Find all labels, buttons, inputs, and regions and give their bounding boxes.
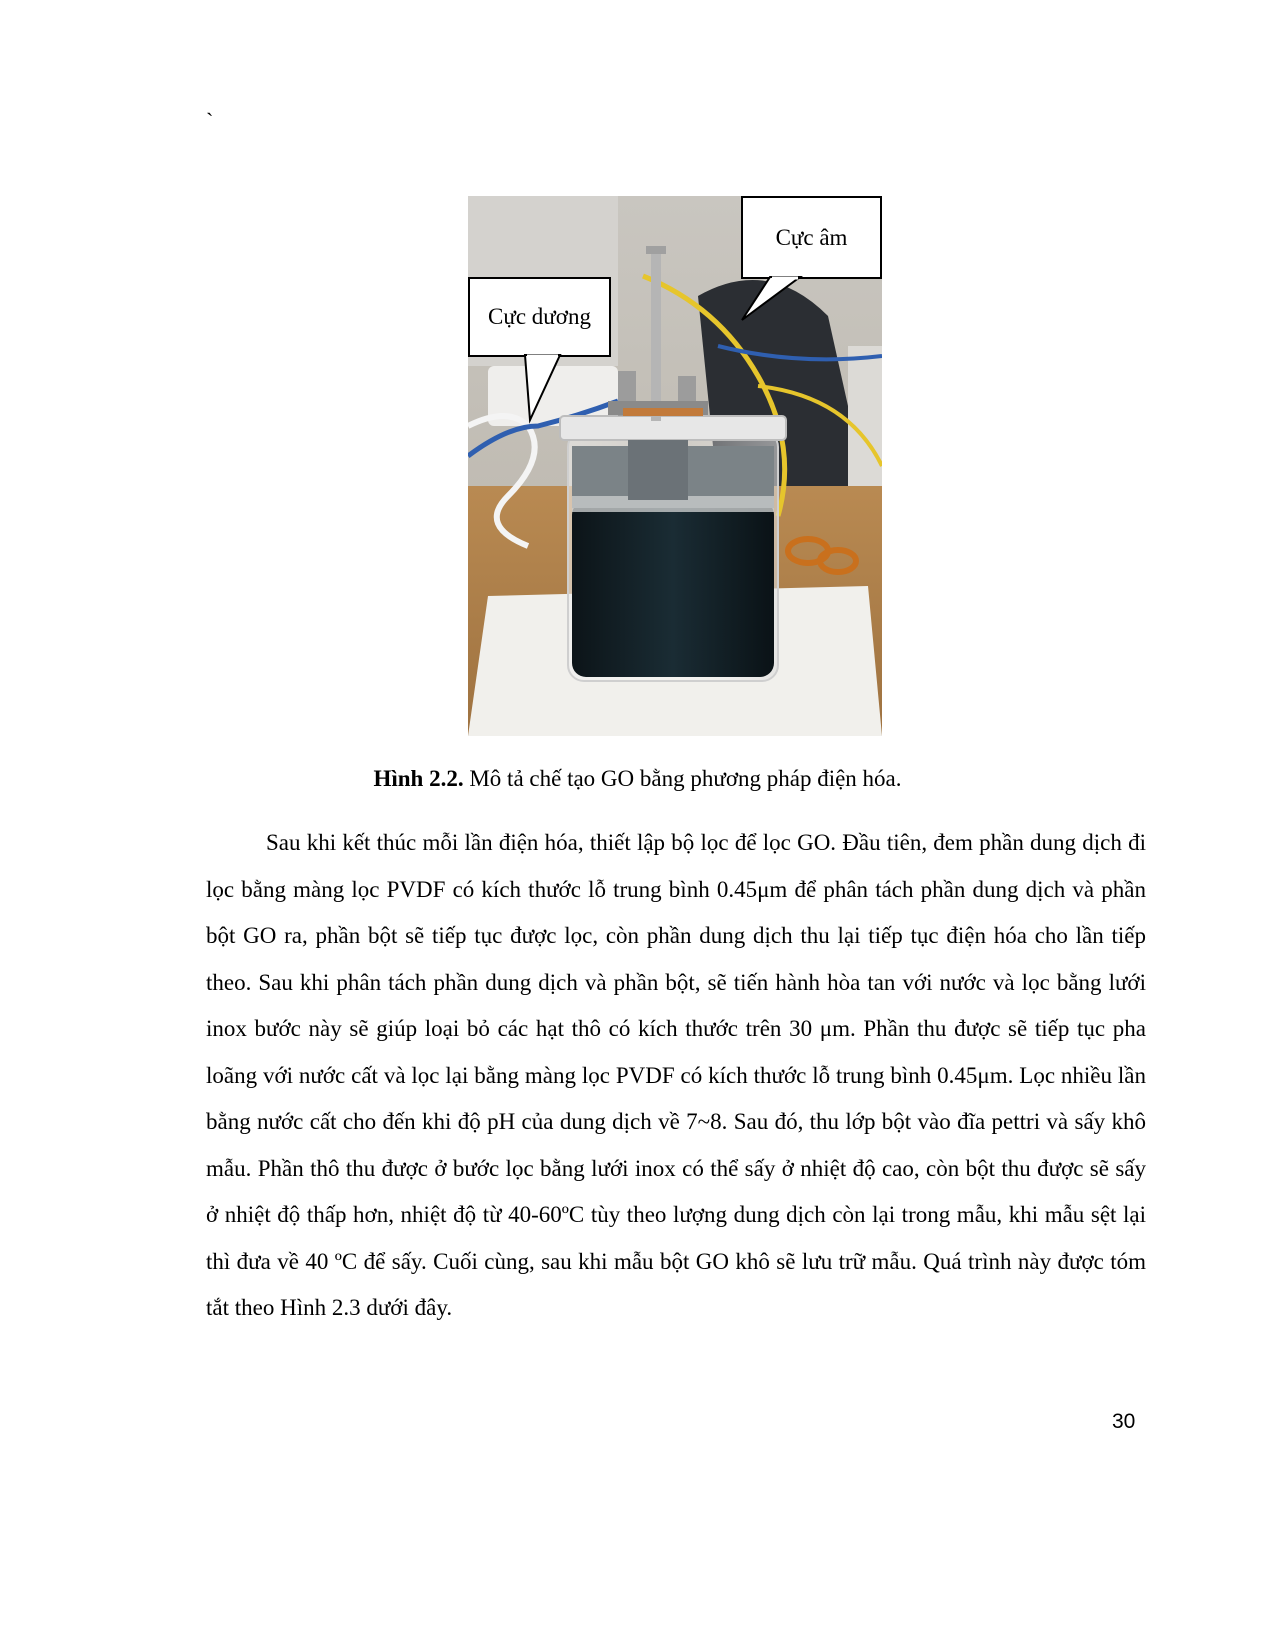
callout-negative-label: Cực âm (775, 224, 848, 250)
liquid-dark (572, 501, 774, 677)
caption-text: Mô tả chế tạo GO bằng phương pháp điện hóa. (463, 766, 902, 791)
body-paragraph: Sau khi kết thúc mỗi lần điện hóa, thiết lập bộ lọc để lọc GO. Đầu tiên, đem phần dung dịch đi lọc bằng màng lọc PVDF có kích thước lỗ trung bình 0.45μm để phân tách phần dung dịch và phần bột GO ra, phần bột sẽ tiếp tục được lọc, còn phần dung dịch thu lại tiếp tục điện hóa cho lần tiếp theo. Sau khi phân tách phần dung dịch và phần bột, sẽ tiến hành hòa tan với nước và lọc bằng lưới inox bước này sẽ giúp loại bỏ các hạt thô có kích thước trên 30 μm. Phần thu được sẽ tiếp tục pha loãng với nước cất và lọc lại bằng màng lọc PVDF có kích thước lỗ trung bình 0.45μm. Lọc nhiều lần bằng nước cất cho đến khi độ pH của dung dịch về 7~8. Sau đó, thu lớp bột vào đĩa pettri và sấy khô mẫu. Phần thô thu được ở bước lọc bằng lưới inox có thể sấy ở nhiệt độ cao, còn bột thu được sẽ sấy ở nhiệt độ thấp hơn, nhiệt độ từ 40-60ºC tùy theo lượng dung dịch còn lại trong mẫu, khi mẫu sệt lại thì đưa về 40 ºC để sấy. Cuối cùng, sau khi mẫu bột GO khô sẽ lưu trữ mẫu. Quá trình này được tóm tắt theo Hình 2.3 dưới đây. (206, 830, 1146, 1320)
callout-negative-electrode (741, 196, 882, 279)
figure-caption (0, 766, 1275, 792)
electrode-plate (628, 440, 688, 500)
caption-label: Hình 2.2. (373, 766, 464, 791)
page-number: 30 (1112, 1410, 1136, 1433)
stray-mark: ` (206, 108, 214, 133)
callout-positive-label: Cực dương (488, 304, 591, 329)
electrode-rod (651, 251, 661, 421)
callout-positive-electrode (468, 277, 611, 357)
beaker-lid (560, 416, 786, 440)
